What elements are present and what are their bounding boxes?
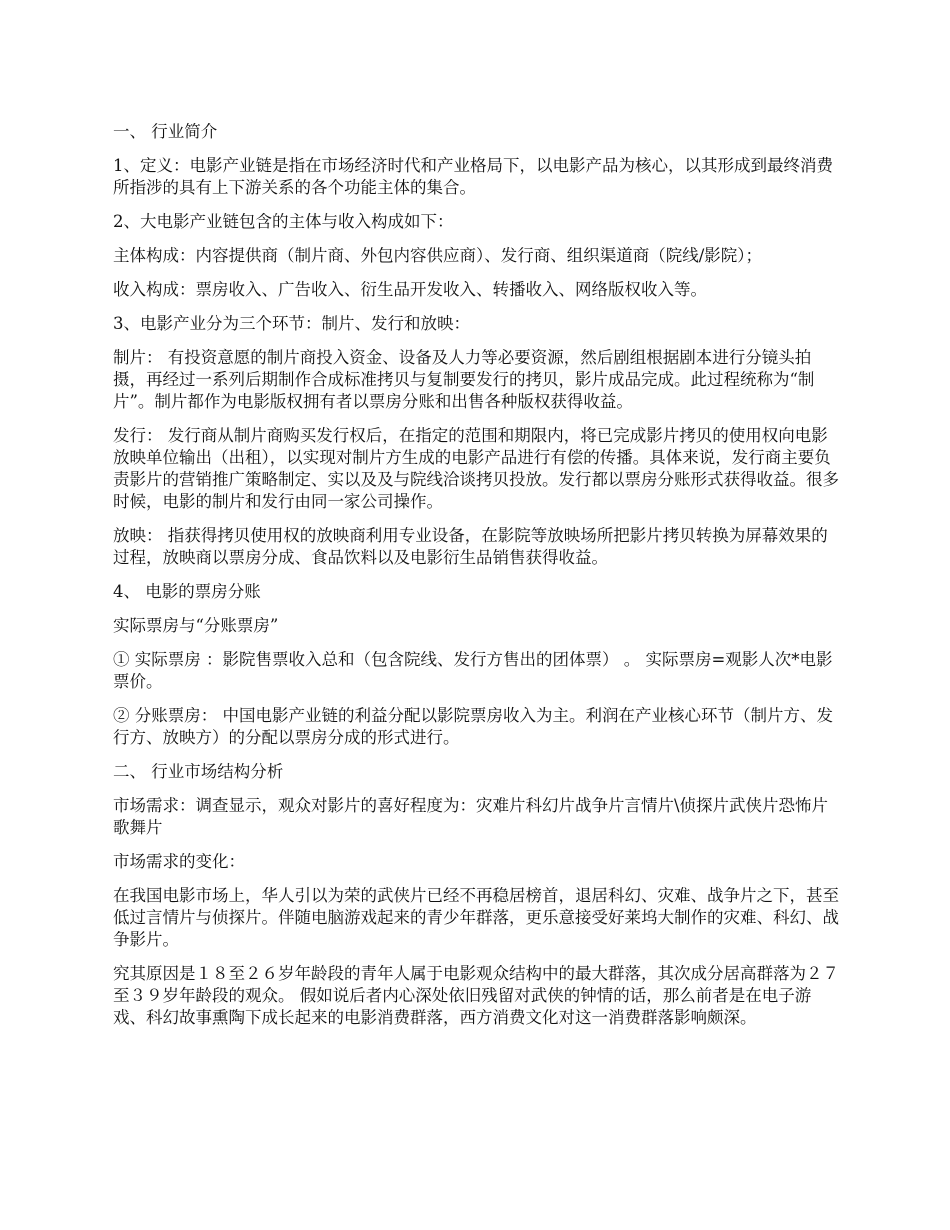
paragraph-actual-box-office: ① 实际票房 ：影院售票收入总和（包含院线、发行方售出的团体票） 。 实际票房=观影人次*电影票价。 [113, 650, 833, 691]
paragraph-actual-vs-split: 实际票房与“分账票房” [113, 616, 279, 635]
paragraph-demand-change-heading: 市场需求的变化： [113, 852, 245, 871]
paragraph-market-demand: 市场需求：调查显示，观众对影片的喜好程度为：灾难片科幻片战争片言情片\侦探片武侠片恐怖片歌舞片 [113, 796, 829, 837]
paragraph-chain-composition: 2、大电影产业链包含的主体与收入构成如下： [113, 212, 454, 231]
section-heading-market-structure: 二、 行业市场结构分析 [113, 762, 284, 781]
paragraph-definition: 1、定义：电影产业链是指在市场经济时代和产业格局下，以电影产品为核心，以其形成到最终消费所指涉的具有上下游关系的各个功能主体的集合。 [113, 156, 833, 197]
paragraph-exhibition: 放映： 指获得拷贝使用权的放映商利用专业设备，在影院等放映场所把影片拷贝转换为屏幕效果的过程，放映商以票房分成、食品饮料以及电影衍生品销售获得收益。 [113, 526, 828, 567]
paragraph-distribution: 发行： 发行商从制片商购买发行权后，在指定的范围和期限内，将已完成影片拷贝的使用权向电影放映单位输出（出租），以实现对制片方生成的电影产品进行有偿的传播。具体来说，发行商主要负责影片的营销推广策略制定、实以及及与院线洽谈拷贝投放。发行都以票房分账形式获得收益。很多时候，电影的制片和发行由同一家公司操作。 [113, 426, 839, 511]
paragraph-subject-composition: 主体构成：内容提供商（制片商、外包内容供应商）、发行商、组织渠道商（院线/影院）； [113, 246, 763, 265]
section-heading-industry-intro: 一、 行业简介 [113, 122, 218, 141]
document-body [113, 121, 843, 1041]
paragraph-split-box-office: ② 分账票房： 中国电影产业链的利益分配以影院票房收入为主。利润在产业核心环节（制片方、发行方、放映方）的分配以票房分成的形式进行。 [113, 706, 833, 747]
paragraph-three-stages: 3、电影产业分为三个环节：制片、发行和放映： [113, 314, 470, 333]
paragraph-demand-change: 在我国电影市场上，华人引以为荣的武侠片已经不再稳居榜首，退居科幻、灾难、战争片之下，甚至低过言情片与侦探片。伴随电脑游戏起来的青少年群落，更乐意接受好莱坞大制作的灾难、科幻、战争影片。 [113, 886, 839, 949]
paragraph-box-office-split-heading: 4、 电影的票房分账 [113, 582, 261, 601]
paragraph-production: 制片： 有投资意愿的制片商投入资金、设备及人力等必要资源，然后剧组根据剧本进行分镜头拍摄，再经过一系列后期制作合成标准拷贝与复制要发行的拷贝，影片成品完成。此过程统称为“制片”。制片都作为电影版权拥有者以票房分账和出售各种版权获得收益。 [113, 348, 815, 411]
paragraph-reason: 究其原因是１８至２６岁年龄段的青年人属于电影观众结构中的最大群落，其次成分居高群落为２７至３９岁年龄段的观众。 假如说后者内心深处依旧残留对武侠的钟情的话，那么前者是在电子游戏、科幻故事熏陶下成长起来的电影消费群落，西方消费文化对这一消费群落影响颇深。 [113, 964, 839, 1027]
paragraph-revenue-composition: 收入构成：票房收入、广告收入、衍生品开发收入、转播收入、网络版权收入等。 [113, 280, 707, 299]
